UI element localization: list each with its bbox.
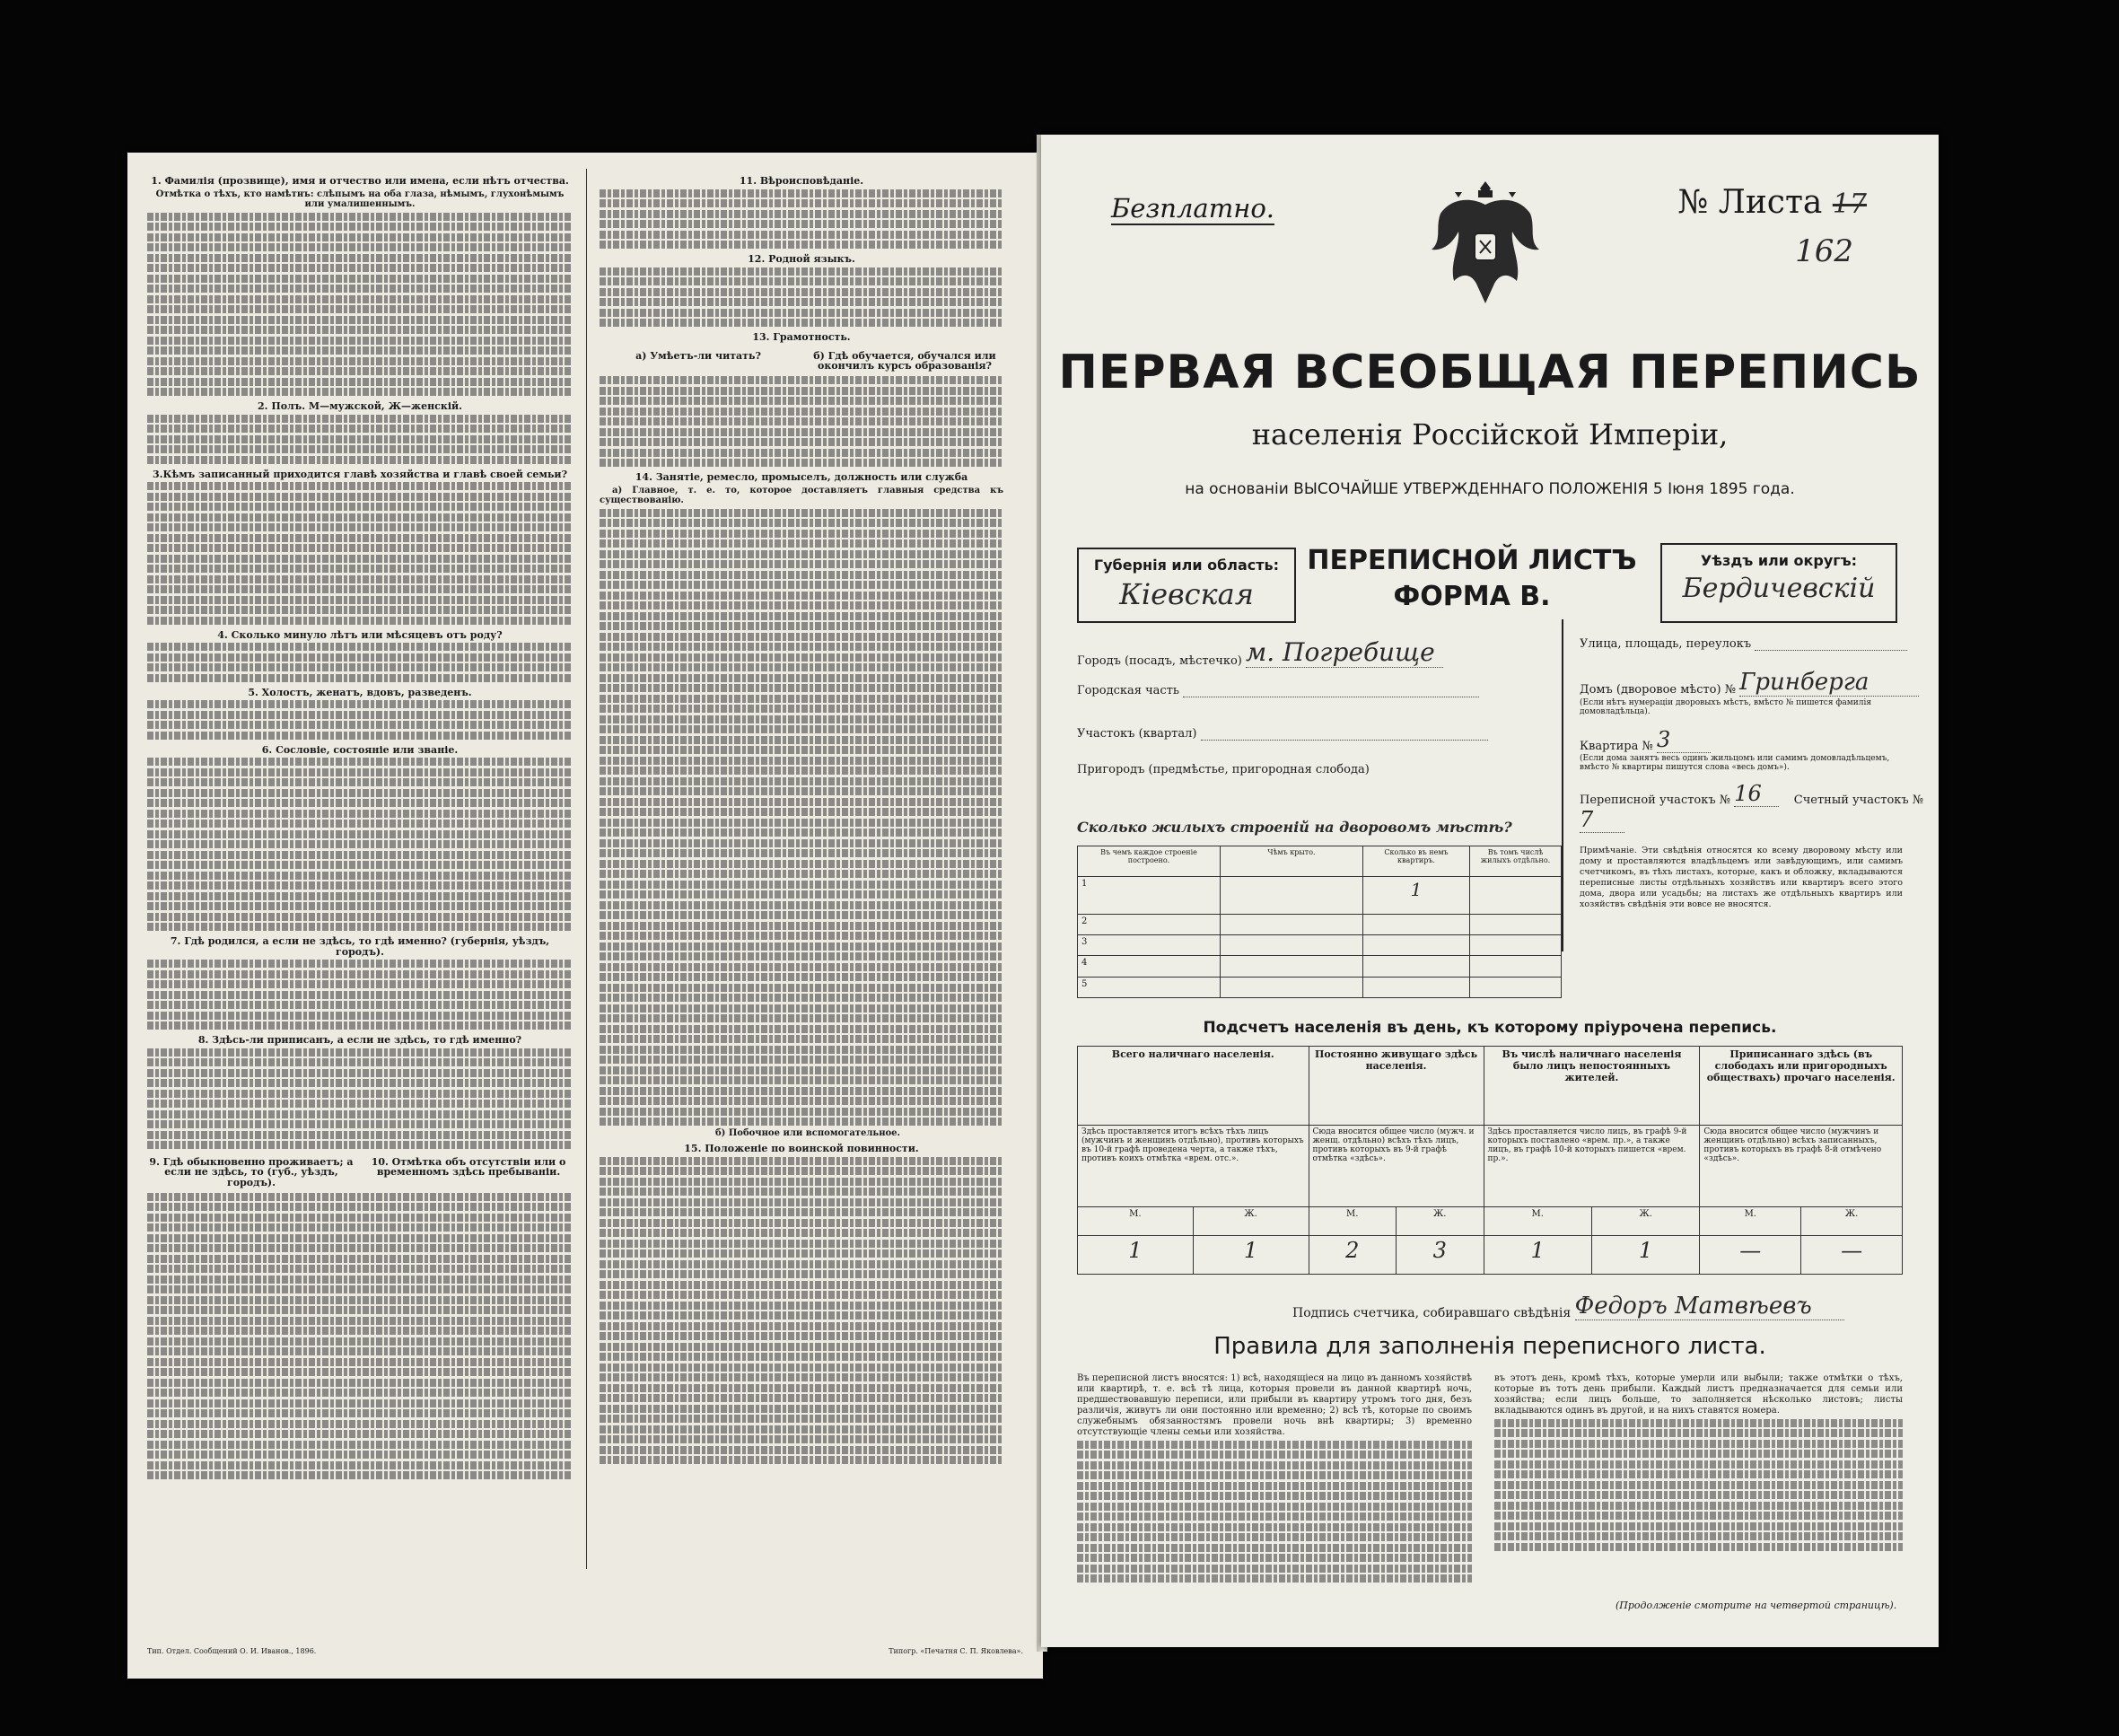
tally-value: — [1801, 1236, 1903, 1275]
apartment-value: 3 [1657, 727, 1711, 753]
section-heading: 15. Положеніе по воинской повинности. [684, 1143, 919, 1154]
buildings-table [1077, 846, 1562, 998]
table-header: Въ числѣ наличнаго населенія было лицъ непостоянныхъ жителей. [1484, 1047, 1700, 1126]
rules-column-1 [1077, 1373, 1472, 1607]
tally-value: 1 [1591, 1236, 1699, 1275]
tally-value: — [1700, 1236, 1801, 1275]
suburb-field [1077, 763, 1370, 776]
sex-header: Ж. [1591, 1206, 1699, 1235]
continued-note: (Продолженіе смотрите на четвертой страницѣ). [1616, 1600, 1897, 1611]
census-district-value: 16 [1734, 781, 1779, 807]
row-number: 5 [1078, 977, 1221, 997]
table-row [1078, 1126, 1903, 1206]
section-subheading: а) Главное, т. е. то, которое доставляетъ главныя средства къ существованію. [600, 485, 1003, 505]
instruction-text [147, 482, 573, 625]
heading-pair [600, 346, 1003, 374]
row-number: 2 [1078, 914, 1221, 934]
printer-note: Тип. Отдел. Сообщений О. И. Иванов., 1896. [147, 1647, 317, 1655]
apartment-note: (Если дома занятъ весь одинъ жильцомъ или самимъ домовладѣльцемъ, вмѣсто № квартиры пишутся слова «весь домъ»). [1580, 754, 1890, 772]
instruction-text [600, 189, 1003, 250]
table-header: Постоянно живущаго здѣсь населенія. [1309, 1047, 1484, 1126]
apartment-field [1580, 727, 1711, 753]
table-cell: Сюда вносится общее число (мужчинъ и женщинъ отдѣльно) всѣхъ записанныхъ, противъ которыхъ въ графѣ 8-й отмѣчено «здѣсь». [1700, 1126, 1903, 1206]
instruction-text [600, 376, 1003, 467]
section-heading: 4. Сколько минуло лѣтъ или мѣсяцевъ отъ роду? [217, 628, 503, 641]
legal-basis-line: на основаніи ВЫСОЧАЙШЕ УТВЕРЖДЕННАГО ПОЛОЖЕНІЯ 5 Іюня 1895 года. [1185, 480, 1795, 498]
section-heading: б) Гдѣ обучается, обучался или окончилъ курсъ образованія? [813, 349, 996, 372]
table-header: Всего наличнаго населенія. [1078, 1047, 1309, 1126]
heading-pair [147, 1152, 573, 1191]
table-cell: Здѣсь проставляется итогъ всѣхъ тѣхъ лицъ (мужчинъ и женщинъ отдѣльно), противъ которыхъ въ 10-й графѣ проведена черта, а также тѣхъ, противъ коихъ отмѣтка «врем. отс.». [1078, 1126, 1309, 1206]
page-footer [147, 1647, 1023, 1655]
table-header: Въ томъ числѣ жилыхъ отдѣльно. [1470, 846, 1562, 877]
tally-value: 1 [1484, 1236, 1591, 1275]
buildings-note: Примѣчаніе. Эти свѣдѣнія относятся ко всему дворовому мѣсту или дому и проставляются владѣльцемъ или завѣдующимъ, или самимъ счетчикомъ, въ тѣхъ листахъ, которые, какъ и обложку, вкладываются переписные листы отдѣльныхъ хозяйствъ или квартиръ всего этого дома, двора или усадьбы; на листахъ же отдѣльныхъ квартиръ или хозяйствъ свѣдѣнія эти вовсе не вносятся. [1580, 846, 1903, 909]
document-subtitle: населенія Россійской Имперіи, [1251, 417, 1729, 452]
section-subheading: б) Побочное или вспомогательное. [714, 1127, 901, 1138]
instruction-text [147, 213, 573, 397]
right-page-census-form [1041, 135, 1939, 1647]
double-headed-eagle-emblem-icon [1423, 178, 1548, 311]
table-row [1078, 1206, 1903, 1235]
table-row [1078, 876, 1562, 914]
instruction-text [147, 415, 573, 464]
tally-value: 1 [1078, 1236, 1194, 1275]
section-heading: 12. Родной языкъ. [748, 253, 855, 265]
province-value: Кіевская [1119, 577, 1254, 611]
count-district-value: 7 [1580, 807, 1624, 833]
census-district-field [1580, 781, 1939, 833]
signature-label: Подпись счетчика, собиравшаго свѣдѣнія [1292, 1306, 1572, 1320]
section-heading: 2. Полъ. М—мужской, Ж—женскій. [258, 400, 462, 412]
form-title [1301, 543, 1642, 615]
table-header-row [1078, 1047, 1903, 1126]
printer-note: Типогр. «Печатня С. П. Яковлева». [889, 1647, 1023, 1655]
sheet-number-label: № Листа 17 [1677, 184, 1867, 221]
document-title: ПЕРВАЯ ВСЕОБЩАЯ ПЕРЕПИСЬ [1058, 346, 1922, 399]
section-heading: 9. Гдѣ обыкновенно проживаетъ; а если не здѣсь, то (губ., уѣздъ, городъ). [149, 1155, 354, 1188]
province-box [1077, 548, 1296, 623]
province-label: Губернія или область: [1093, 557, 1280, 574]
rules-column-2 [1494, 1373, 1903, 1593]
section-heading: 13. Грамотность. [752, 331, 851, 343]
instruction-text [147, 1193, 573, 1480]
city-label: Городъ (посадъ, мѣстечко) [1077, 654, 1242, 668]
sex-header: М. [1078, 1206, 1194, 1235]
street-field [1580, 637, 1907, 651]
tally-value: 3 [1397, 1236, 1484, 1275]
rules-title: Правила для заполненія переписного листа. [1213, 1333, 1766, 1360]
instruction-text [147, 700, 573, 740]
table-row [1078, 935, 1562, 956]
instruction-text [600, 267, 1003, 328]
table-row [1078, 1236, 1903, 1275]
signature-value: Федоръ Матвѣевъ [1575, 1293, 1844, 1320]
tally-value: 1 [1193, 1236, 1309, 1275]
column-divider [586, 169, 587, 1569]
table-header-row [1078, 846, 1562, 877]
section-heading: а) Умѣетъ-ли читать? [635, 349, 761, 362]
city-field [1077, 637, 1443, 668]
row-number: 4 [1078, 956, 1221, 977]
sex-header: М. [1309, 1206, 1397, 1235]
instructions-column-2 [600, 171, 1003, 1571]
section-heading: 11. Вѣроисповѣданіе. [739, 175, 864, 187]
sheet-number-struck: 17 [1832, 189, 1867, 220]
section-heading: 3.Кѣмъ записанный приходится главѣ хозяйства и главѣ своей семьи? [152, 468, 568, 480]
instruction-text [147, 960, 573, 1030]
table-header: Сколько въ немъ квартиръ. [1363, 846, 1470, 877]
city-value: м. Погребище [1246, 637, 1443, 668]
signature-field [1292, 1293, 1844, 1320]
table-row [1078, 956, 1562, 977]
table-header: Въ чемъ каждое строеніе построено. [1078, 846, 1221, 877]
apartments-count: 1 [1363, 876, 1470, 914]
section-heading: 1. Фамилія (прозвище), имя и отчество или имена, если нѣтъ отчества. [151, 175, 569, 187]
house-note: (Если нѣтъ нумераціи дворовыхъ мѣстъ, вмѣсто № пишется фамилія домовладѣльца). [1580, 698, 1872, 716]
sex-header: М. [1484, 1206, 1591, 1235]
city-part-label: Городская часть [1077, 684, 1179, 697]
sex-header: Ж. [1801, 1206, 1903, 1235]
precinct-field [1077, 727, 1488, 741]
count-district-label: Счетный участокъ № [1793, 793, 1924, 807]
instructions-column-1 [147, 171, 573, 1571]
table-cell: Сюда вносится общее число (мужч. и женщ. отдѣльно) всѣхъ тѣхъ лицъ, противъ которыхъ въ 9-й графѣ отмѣтка «здѣсь». [1309, 1126, 1484, 1206]
sex-header: Ж. [1193, 1206, 1309, 1235]
buildings-question: Сколько жилыхъ строеній на дворовомъ мѣстѣ? [1077, 819, 1512, 836]
suburb-label: Пригородъ (предмѣстье, пригородная слобода) [1077, 763, 1370, 776]
table-header: Приписаннаго здѣсь (въ слободахъ или пригородныхъ обществахъ) прочаго населенія. [1700, 1047, 1903, 1126]
form-title-line-1: ПЕРЕПИСНОЙ ЛИСТЪ [1307, 545, 1637, 576]
tally-value: 2 [1309, 1236, 1397, 1275]
sex-header: М. [1700, 1206, 1801, 1235]
table-cell: Здѣсь проставляется число лицъ, въ графѣ 9-й которыхъ поставлено «врем. пр.», а также лицъ, въ графѣ 10-й которыхъ пишется «врем. пр.». [1484, 1126, 1700, 1206]
form-title-line-2: ФОРМА В. [1393, 581, 1551, 612]
street-label: Улица, площадь, переулокъ [1580, 637, 1752, 651]
section-heading: 6. Сословіе, состояніе или званіе. [261, 743, 459, 756]
district-value: Бердичевскій [1682, 573, 1876, 604]
rules-text: въ этотъ день, кромѣ тѣхъ, которые умерли или выбыли; также отмѣтки о тѣхъ, которые въ тотъ день прибыли. Каждый листъ предназначается для семьи или хозяйства; если лицъ больше, то заполняется нѣсколько листовъ; листы вкладываются одинъ въ другой, и на нихъ ставятся номера. [1494, 1373, 1903, 1416]
precinct-label: Участокъ (квартал) [1077, 727, 1197, 741]
house-field [1580, 669, 1919, 697]
section-heading: 10. Отмѣтка объ отсутствіи или о временномъ здѣсь пребываніи. [371, 1155, 566, 1178]
house-label: Домъ (дворовое мѣсто) № [1580, 683, 1737, 697]
table-header: Чѣмъ крыто. [1221, 846, 1363, 877]
instruction-text [147, 758, 573, 931]
row-number: 1 [1078, 876, 1221, 914]
table-row [1078, 914, 1562, 934]
instruction-text [147, 1048, 573, 1150]
sheet-number-handwritten: 162 [1795, 233, 1853, 269]
row-number: 3 [1078, 935, 1221, 956]
city-part-field [1077, 684, 1479, 697]
instruction-text [600, 1157, 1003, 1465]
instruction-text [147, 643, 573, 682]
district-box [1660, 543, 1897, 623]
district-label: Уѣздъ или округъ: [1700, 552, 1858, 569]
section-heading: 7. Гдѣ родился, а если не здѣсь, то гдѣ именно? (губернія, уѣздъ, городъ). [170, 935, 550, 958]
sex-header: Ж. [1397, 1206, 1484, 1235]
rules-text: Въ переписной листъ вносятся: 1) всѣ, находящіеся на лицо въ данномъ хозяйствѣ или квартирѣ, т. е. всѣ тѣ лица, которыя провели въ данной квартирѣ ночь, предшествовавшую переписи, или прибыли въ квартиру утромъ того дня, безъ различія, живутъ ли они постоянно или временно; 2) всѣ тѣ, которые по своимъ служебнымъ обязанностямъ провели ночь внѣ квартиры; 3) временно отсутствующіе члены семьи или хозяйства. [1077, 1373, 1472, 1437]
tally-table [1077, 1046, 1903, 1275]
section-heading: 8. Здѣсь-ли приписанъ, а если не здѣсь, то гдѣ именно? [197, 1034, 522, 1046]
apartment-label: Квартира № [1580, 740, 1653, 753]
left-page [127, 153, 1043, 1679]
table-row [1078, 977, 1562, 997]
house-value: Гринберга [1739, 669, 1919, 697]
section-heading: 14. Занятіе, ремесло, промыселъ, должность или служба [635, 471, 968, 483]
section-note: Отмѣтка о тѣхъ, кто намѣтнъ: слѣпымъ на оба глаза, нѣмымъ, глухонѣмымъ или умалишеннымъ. [155, 189, 565, 209]
section-heading: 5. Холостъ, женатъ, вдовъ, разведенъ. [248, 686, 472, 698]
census-district-label: Переписной участокъ № [1580, 793, 1731, 807]
free-of-charge-label: Безплатно. [1111, 193, 1275, 224]
tally-title: Подсчетъ населенія въ день, къ которому пріурочена перепись. [1203, 1019, 1777, 1037]
instruction-text [600, 509, 1003, 1127]
